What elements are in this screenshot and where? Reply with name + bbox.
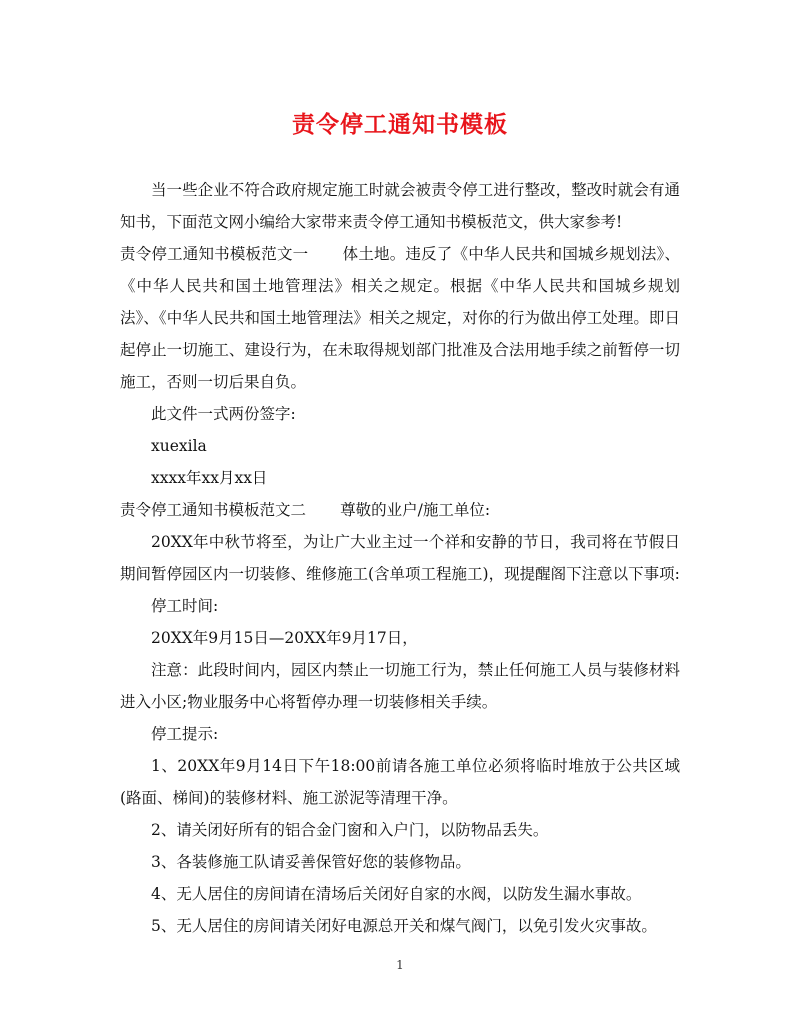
signature-name: xuexila (151, 437, 207, 455)
tip-item-5: 5、无人居住的房间请关闭好电源总开关和煤气阀门，以免引发火灾事故。 (151, 917, 657, 935)
date-placeholder: xxxx年xx月xx日 (151, 469, 268, 487)
stop-time-range: 20XX年9月15日—20XX年9月17日， (151, 629, 418, 647)
document-title: 责令停工通知书模板 (292, 111, 508, 138)
sample-two-salutation: 尊敬的业户/施工单位: (340, 501, 491, 519)
sample-one-body: 体土地。违反了《中华人民共和国城乡规划法》、《中华人民共和国土地管理法》相关之规定。根据《中华人民共和国城乡规划法》、《中华人民共和国土地管理法》相关之规定，对你的行为做出停工处理。即日起停止一切施工、建设行为，在未取得规划部门批准及合法用地手续之前暂停一切施工，否则一切后果自负。 (120, 245, 680, 391)
tip-item-4: 4、无人居住的房间请在清场后关闭好自家的水阀，以防发生漏水事故。 (151, 885, 642, 903)
sample-one-paragraph (120, 238, 680, 398)
stop-time-label: 停工时间: (151, 597, 219, 615)
page-number: 1 (396, 958, 404, 972)
copies-note: 此文件一式两份签字: (151, 405, 296, 423)
tip-item-3: 3、各装修施工队请妥善保管好您的装修物品。 (151, 853, 471, 871)
tip-item-1: 1、20XX年9月14日下午18:00前请各施工单位必须将临时堆放于公共区域(路面、梯间)的装修材料、施工淤泥等清理干净。 (120, 757, 680, 807)
intro-paragraph: 当一些企业不符合政府规定施工时就会被责令停工进行整改，整改时就会有通知书，下面范文网小编给大家带来责令停工通知书模板范文，供大家参考! (120, 181, 680, 231)
notice-paragraph: 20XX年中秋节将至，为让广大业主过一个祥和安静的节日，我司将在节假日期间暂停园区内一切装修、维修施工(含单项工程施工)，现提醒阁下注意以下事项: (120, 533, 680, 583)
sample-one-heading: 责令停工通知书模板范文一 (120, 245, 309, 263)
sample-two-heading: 责令停工通知书模板范文二 (120, 501, 307, 519)
attention-paragraph: 注意：此段时间内，园区内禁止一切施工行为，禁止任何施工人员与装修材料进入小区;物业服务中心将暂停办理一切装修相关手续。 (120, 661, 680, 711)
document-body (120, 174, 680, 942)
tip-item-2: 2、请关闭好所有的铝合金门窗和入户门，以防物品丢失。 (151, 821, 549, 839)
tips-label: 停工提示: (151, 725, 219, 743)
sample-two-paragraph (120, 494, 680, 526)
